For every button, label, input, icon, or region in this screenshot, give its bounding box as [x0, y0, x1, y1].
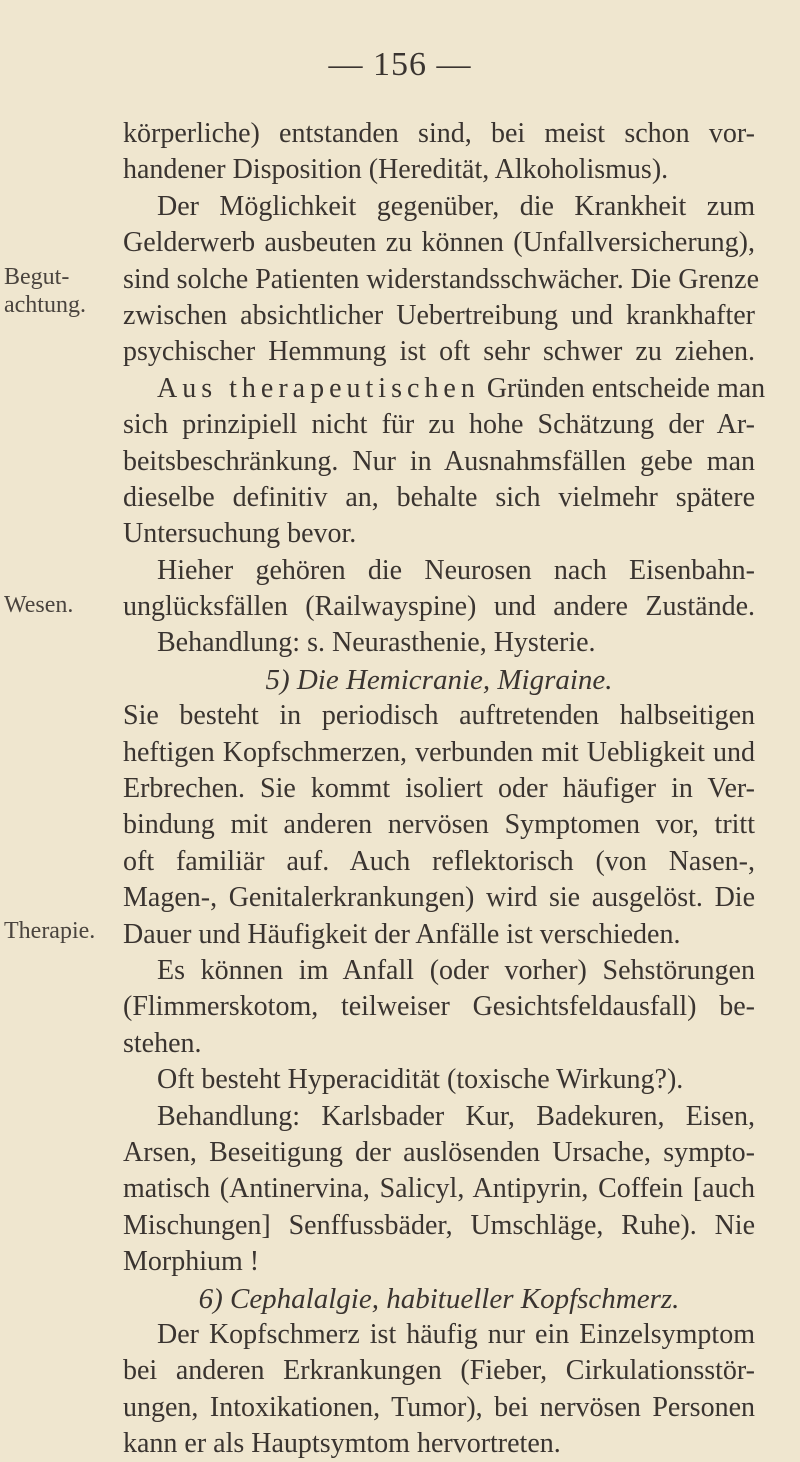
text-line: beitsbeschränkung. Nur in Ausnahmsfällen gebe man — [123, 445, 755, 477]
text-line: zwischen absichtlicher Uebertreibung und krankhafter — [123, 299, 755, 331]
text-line: bindung mit anderen nervösen Symptomen vor, tritt — [123, 809, 755, 841]
text-line: bei anderen Erkrankungen (Fieber, Cirkulationsstör- — [123, 1355, 755, 1387]
text-line: Erbrechen. Sie kommt isoliert oder häufiger in Ver- — [123, 773, 755, 805]
text-line: Der Möglichkeit gegenüber, die Krankheit zum — [157, 190, 755, 222]
section-heading-cephalalgie: 6) Cephalalgie, habitueller Kopfschmerz. — [198, 1282, 680, 1315]
text-line: sich prinzipiell nicht für zu hohe Schätzung der Ar- — [123, 409, 755, 441]
text-line: psychischer Hemmung ist oft sehr schwer zu ziehen. — [123, 336, 755, 368]
text-line: stehen. — [123, 1027, 202, 1059]
margin-note-begutachtung-1: Begut- — [4, 264, 70, 290]
section-heading-migraine: 5) Die Hemicranie, Migraine. — [265, 663, 613, 696]
text-line: körperliche) entstanden sind, bei meist schon vor- — [123, 118, 755, 149]
text-line: Morphium ! — [123, 1246, 260, 1278]
text-line: Mischungen] Senffussbäder, Umschläge, Ruhe). Nie — [123, 1209, 755, 1241]
body-text — [123, 116, 766, 1462]
text-line: unglücksfällen (Railwayspine) und andere Zustände. — [123, 591, 755, 623]
text-line: Untersuchung bevor. — [123, 518, 357, 550]
text-line: Behandlung: s. Neurasthenie, Hysterie. — [157, 627, 596, 659]
text-line: ungen, Intoxikationen, Tumor), bei nervösen Personen — [123, 1391, 755, 1423]
text-line: Der Kopfschmerz ist häufig nur ein Einzelsymptom — [157, 1318, 755, 1350]
spaced-phrase: Aus therapeutischen — [157, 372, 480, 404]
text-line: handener Disposition (Heredität, Alkoholismus). — [123, 154, 669, 186]
text-span: Gründen entscheide man — [486, 372, 766, 404]
text-line: Dauer und Häufigkeit der Anfälle ist verschieden. — [123, 918, 681, 950]
text-line: (Flimmerskotom, teilweiser Gesichtsfeldausfall) be- — [123, 991, 755, 1023]
text-line: sind solche Patienten widerstandsschwächer. Die Grenze — [123, 263, 760, 295]
text-line: Behandlung: Karlsbader Kur, Badekuren, Eisen, — [157, 1100, 755, 1132]
text-line — [123, 371, 766, 407]
text-line: Arsen, Beseitigung der auslösenden Ursache, sympto- — [123, 1136, 755, 1168]
text-line: matisch (Antinervina, Salicyl, Antipyrin, Coffein [auch — [123, 1173, 755, 1205]
margin-note-wesen: Wesen. — [4, 592, 74, 618]
text-line: kann er als Hauptsymtom hervortreten. — [123, 1428, 561, 1460]
text-line: Magen-, Genitalerkrankungen) wird sie ausgelöst. Die — [123, 882, 755, 914]
margin-note-therapie: Therapie. — [4, 918, 96, 944]
margin-note-begutachtung-2: achtung. — [4, 292, 86, 318]
text-line: Gelderwerb ausbeuten zu können (Unfallversicherung), — [123, 227, 755, 259]
text-line: oft familiär auf. Auch reflektorisch (von Nasen-, — [123, 845, 755, 877]
text-line: heftigen Kopfschmerzen, verbunden mit Uebligkeit und — [123, 736, 755, 768]
text-line: Hieher gehören die Neurosen nach Eisenbahn- — [157, 554, 755, 586]
page-number: — 156 — — [328, 46, 472, 83]
text-line: Es können im Anfall (oder vorher) Sehstörungen — [157, 954, 755, 986]
text-line: Oft besteht Hyperacidität (toxische Wirkung?). — [157, 1064, 684, 1096]
text-line: Sie besteht in periodisch auftretenden halbseitigen — [123, 700, 755, 732]
text-line: dieselbe definitiv an, behalte sich vielmehr spätere — [123, 481, 755, 513]
